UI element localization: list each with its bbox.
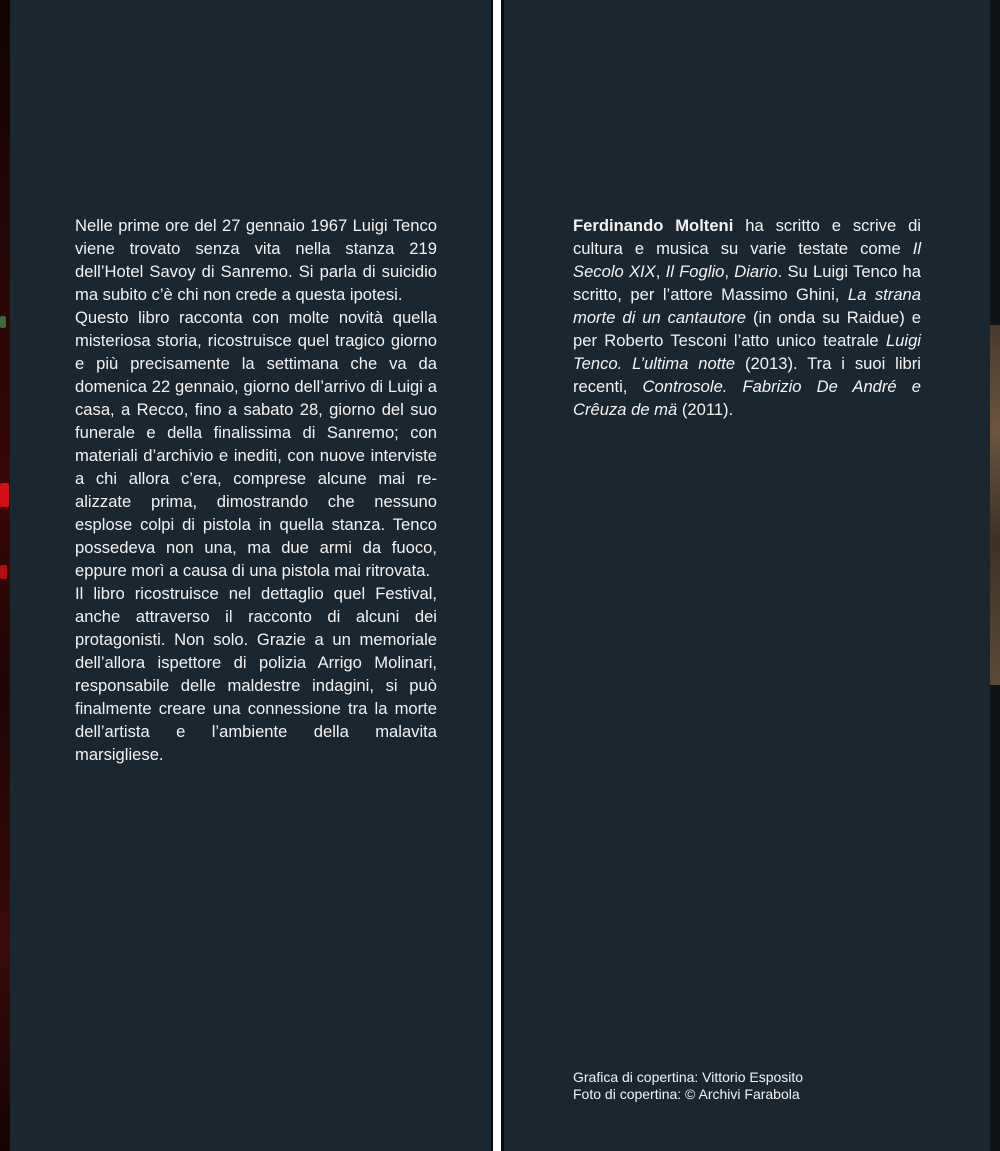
author-name: Ferdinando Molteni xyxy=(573,216,734,235)
bio-text: ha scritto e scrive di cultura e musica su varie testate come xyxy=(573,216,921,258)
red-photo-detail xyxy=(0,565,7,579)
publication-title: Il Secolo XIX xyxy=(573,239,921,281)
bio-text: (2011). xyxy=(677,400,734,419)
synopsis-paragraph: Il libro ricostruisce nel dettaglio quel Festival, anche attraverso il racconto di alcuni dei protagonisti. Non solo. Grazie a un memoriale dell’allora ispettore di polizia Arrigo Molinari, responsabile delle maldestre indagini, si può finalmente creare una connessione tra la morte dell’artista e l’ambiente della malavita marsigliese. xyxy=(75,584,437,764)
cover-photo-credit: Foto di copertina: © Archivi Farabola xyxy=(573,1086,800,1102)
cover-photo-edge-right xyxy=(990,0,1000,1151)
fold-divider xyxy=(491,0,504,1151)
cover-design-credit: Grafica di copertina: Vittorio Esposito xyxy=(573,1069,804,1085)
red-photo-detail xyxy=(0,483,9,507)
cover-photo-edge-left xyxy=(0,0,10,1151)
green-photo-detail xyxy=(0,316,6,328)
publication-title: Diario xyxy=(734,262,778,281)
work-title: Luigi Tenco. L’ultima notte xyxy=(573,331,921,373)
bio-text: , xyxy=(655,262,666,281)
cover-credits xyxy=(573,1069,933,1103)
bio-text: , xyxy=(724,262,735,281)
synopsis-paragraph: Questo libro racconta con molte novità quella misteriosa storia, ricostruisce quel tragico giorno e più precisamente la settimana che va da domenica 22 gennaio, giorno dell’arrivo di Luigi a casa, a Recco, fino a sabato 28, giorno del suo funerale e della finalissima di Sanremo; con materiali d’archivio e inediti, con nuove interviste a chi allora c’era, comprese alcune mai realizzate prima, dimostrando che nessuno esplose colpi di pistola in quella stanza. Tenco possedeva non una, ma due armi da fuoco, eppure morì a causa di una pistola mai ritrovata. xyxy=(75,308,437,580)
author-bio xyxy=(573,214,921,421)
synopsis-paragraph: Nelle prime ore del 27 gennaio 1967 Luigi Tenco viene trovato senza vita nella stanza 219 dell’Hotel Savoy di Sanremo. Si parla di suicidio ma subito c’è chi non crede a questa ipotesi. xyxy=(75,216,437,304)
work-title: La strana morte di un cantautore xyxy=(573,285,922,327)
photo-strip xyxy=(990,325,1000,685)
author-bio-paragraph xyxy=(573,214,921,421)
publication-title: Il Foglio xyxy=(665,262,725,281)
work-title: Controsole. Fabrizio De André e Crêuza de mä xyxy=(573,377,922,419)
bio-text: (in onda su Raidue) e per Roberto Tesconi l’atto unico teatrale xyxy=(573,308,921,350)
right-flap-panel xyxy=(504,0,990,1151)
book-synopsis xyxy=(75,214,437,766)
bio-text: . Su Luigi Tenco ha scritto, per l’attore Massimo Ghini, xyxy=(573,262,922,304)
bio-text: (2013). Tra i suoi libri recenti, xyxy=(573,354,921,396)
white-fold-line xyxy=(493,0,501,1151)
